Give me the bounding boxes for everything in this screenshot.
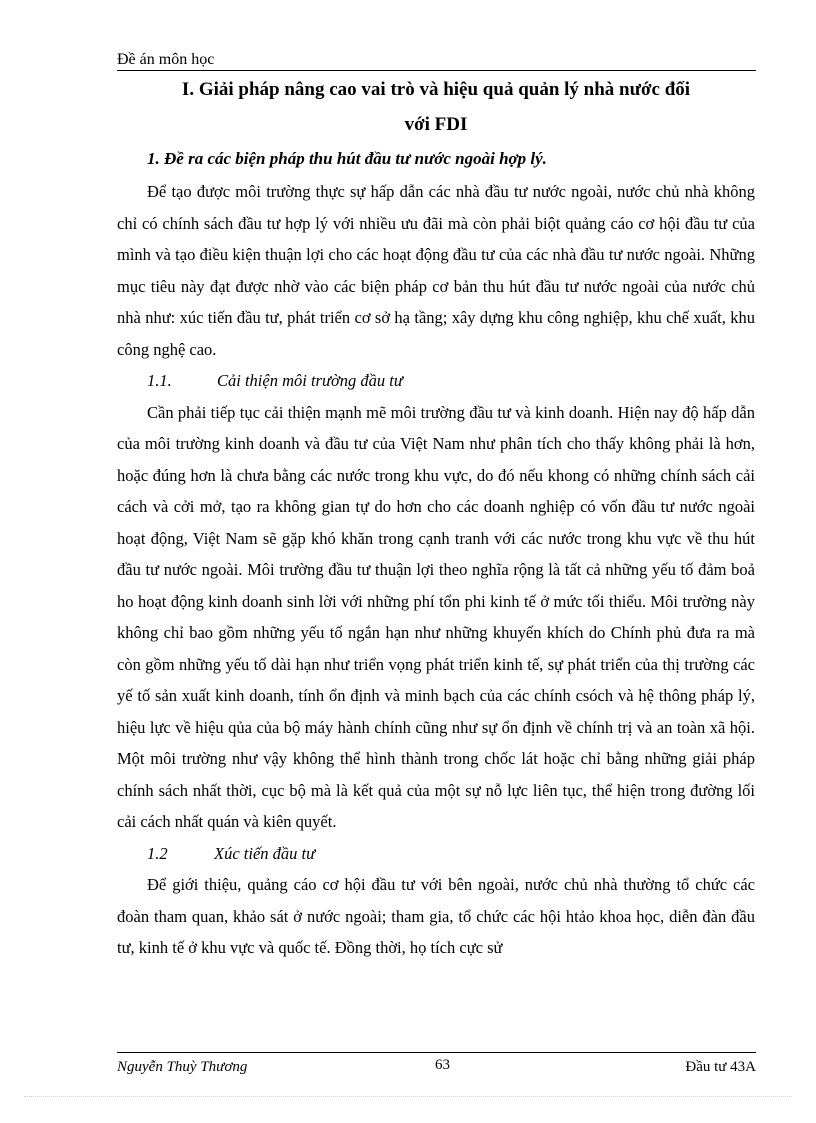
subheading-1-2 [117,838,755,870]
subheading-1-2-title: Xúc tiến đầu tư [214,843,316,863]
subheading-1: 1. Đề ra các biện pháp thu hút đầu tư nước ngoài hợp lý. [147,149,547,168]
paragraph-1: Để tạo được môi trường thực sự hấp dẫn các nhà đầu tư nước ngoài, nước chủ nhà không chỉ có chính sách đầu tư hợp lý với nhiều ưu đãi mà còn phải biột quảng cáo cơ hội đầu tư của mình và tạo điều kiện thuận lợi cho các hoạt động đầu tư của các nhà đầu tư nước ngoài. Những mục tiêu này đạt được nhờ vào các biện pháp cơ bản thu hút đầu tư nước ngoài của nước chủ nhà như: xúc tiến đầu tư, phát triển cơ sở hạ tầng; xây dựng khu công nghiệp, khu chế xuất, khu công nghệ cao. [117,182,755,359]
paragraph-3: Để giới thiệu, quảng cáo cơ hội đầu tư với bên ngoài, nước chủ nhà thường tổ chức các đoàn tham quan, khảo sát ở nước ngoài; tham gia, tổ chức các hội htảo khoa học, diễn đàn đầu tư, kinh tế ở khu vực và quốc tế. Đồng thời, họ tích cực sử [117,875,755,957]
subheading-1-1 [117,365,755,397]
footer-rule [117,1052,756,1053]
paragraph-2: Cần phải tiếp tục cải thiện mạnh mẽ môi trường đầu tư và kinh doanh. Hiện nay độ hấp dẫn của môi trường kinh doanh và đầu tư của Việt Nam như phân tích cho thấy không phải là hơn, hoặc đúng hơn là chưa bằng các nước trong khu vực, do đó nếu khong có những chính sách cải cách và cởi mở, tạo ra không gian tự do hơn cho các doanh nghiệp có vốn đầu tư nước ngoài hoạt động, Việt Nam sẽ gặp khó khăn trong cạnh tranh với các nước trong khu vực về thu hút đầu tư nước ngoài. Môi trường đầu tư thuận lợi theo nghĩa rộng là tất cả những yếu tố đảm boả ho hoạt động kinh doanh sinh lời với những phí tổn phi kinh tế ở mức tối thiểu. Môi trường này không chỉ bao gồm những yếu tố ngắn hạn như những khuyến khích do Chính phủ đưa ra mà còn gồm những yếu tố dài hạn như triển vọng phát triển kinh tế, sự phát triển của thị trường các yế tố sản xuất kinh doanh, tính ổn định và minh bạch của các chính csóch và hệ thông pháp lý, hiệu lực về hiệu qủa của bộ máy hành chính cũng như sự ổn định về chính trị và an toàn xã hội. Một môi trường như vậy không thể hình thành trong chốc lát hoặc chỉ bằng những giải pháp chính sách nhất thời, cục bộ mà là kết quả của một sự nỗ lực liên tục, thể hiện trong đường lối cải cách nhất quán và kiên quyết. [117,402,755,831]
page-footer [117,1055,756,1077]
footer-page-number: 63 [435,1057,450,1073]
section-title [117,72,755,142]
page-edge-divider [24,1096,792,1097]
subheading-1-1-number: 1.1. [147,371,172,390]
subheading-1-1-title: Cải thiện môi trường đầu tư [217,371,403,390]
footer-class: Đầu tư 43A [685,1059,756,1075]
page-content [117,72,755,964]
footer-author: Nguyễn Thuỳ Thương [117,1059,248,1075]
page-header: Đề án môn học [117,51,215,68]
section-title-line-2: với FDI [404,114,468,135]
header-rule [117,70,756,71]
subheading-1-2-number: 1.2 [147,843,168,863]
section-title-line-1: I. Giải pháp nâng cao vai trò và hiệu quả quản lý nhà nước đối [181,79,691,100]
